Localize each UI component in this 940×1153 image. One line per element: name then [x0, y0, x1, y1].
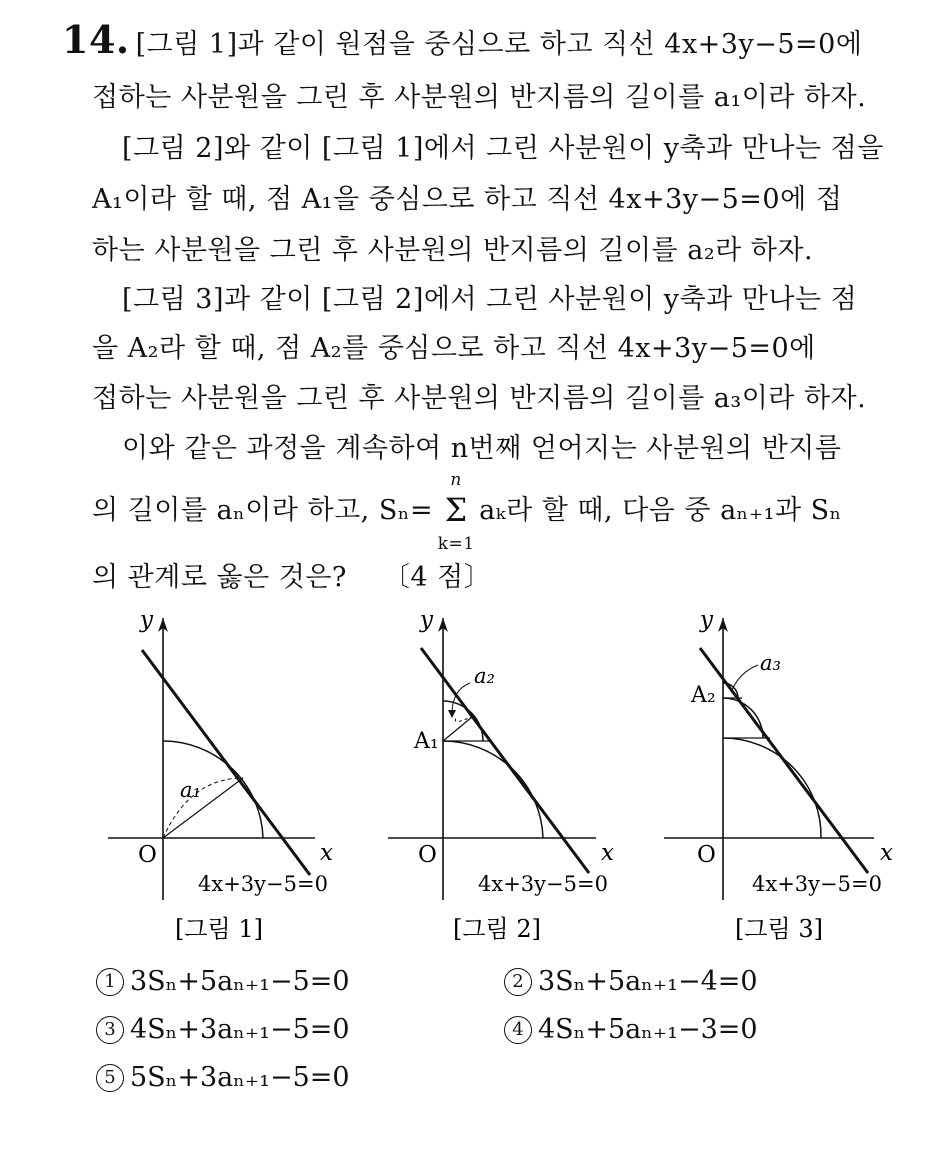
tangent-line — [700, 648, 868, 873]
problem-line-8: 접하는 사분원을 그린 후 사분원의 반지름의 길이를 a₃이라 하자. — [92, 383, 867, 414]
point-label: A₂ — [691, 683, 716, 708]
choice-text: 4Sₙ+3aₙ₊₁−5=0 — [130, 1014, 350, 1045]
quarter-circle-2 — [723, 698, 763, 738]
choice-4[interactable] — [504, 1014, 758, 1045]
figure-caption: [그림 1] — [175, 915, 263, 943]
origin-label: O — [418, 842, 437, 868]
problem-line-2: 접하는 사분원을 그린 후 사분원의 반지름의 길이를 a₁이라 하자. — [92, 82, 867, 113]
radius-label: a₁ — [180, 778, 201, 802]
radius-label: a₂ — [474, 664, 495, 688]
figure-caption: [그림 2] — [453, 915, 541, 943]
choice-marker: 4 — [504, 1016, 532, 1044]
radius-segment — [163, 778, 243, 838]
figure-1 — [108, 607, 333, 943]
point-label: A₁ — [414, 729, 439, 754]
quarter-circle-1 — [163, 741, 263, 838]
choice-5[interactable] — [96, 1062, 350, 1093]
figure-caption: [그림 3] — [735, 915, 823, 943]
choice-2[interactable] — [504, 966, 758, 997]
y-label: y — [700, 607, 713, 633]
problem-line-5: 하는 사분원을 그린 후 사분원의 반지름의 길이를 a₂라 하자. — [92, 235, 814, 266]
choice-marker: 1 — [96, 968, 124, 996]
origin-label: O — [138, 842, 157, 868]
line-equation-label: 4x+3y−5=0 — [478, 872, 608, 896]
choice-text: 3Sₙ+5aₙ₊₁−5=0 — [130, 966, 350, 997]
x-label: x — [880, 840, 893, 866]
choice-3[interactable] — [96, 1014, 350, 1045]
choice-text: 3Sₙ+5aₙ₊₁−4=0 — [538, 966, 758, 997]
problem-line-1: 14. [그림 1]과 같이 원점을 중심으로 하고 직선 4x+3y−5=0에 — [62, 17, 863, 62]
problem-line-10: 의 길이를 aₙ이라 하고, Sₙ= n Σ k=1 aₖ라 할 때, 다음 중 aₙ₊₁과 Sₙ — [92, 470, 842, 554]
radius-label: a₃ — [760, 651, 781, 675]
choice-marker: 5 — [96, 1064, 124, 1092]
summation: n Σ k=1 — [437, 470, 475, 554]
choice-marker: 3 — [96, 1016, 124, 1044]
y-label: y — [420, 607, 433, 633]
problem-line-7: 을 A₂라 할 때, 점 A₂를 중심으로 하고 직선 4x+3y−5=0에 — [92, 333, 816, 364]
y-label: y — [140, 607, 153, 633]
label-pointer — [732, 665, 758, 690]
x-label: x — [601, 840, 614, 866]
radius-segment — [443, 717, 472, 741]
origin-label: O — [697, 842, 716, 868]
problem-line-6: [그림 3]과 같이 [그림 2]에서 그린 사분원이 y축과 만나는 점 — [122, 284, 858, 315]
problem-line-3: [그림 2]와 같이 [그림 1]에서 그린 사분원이 y축과 만나는 점을 — [122, 133, 884, 164]
figure-2 — [388, 607, 614, 943]
points-badge: 〔4 점〕 — [382, 562, 492, 593]
tangent-line — [421, 648, 589, 873]
quarter-circle-2 — [443, 701, 483, 741]
choice-marker: 2 — [504, 968, 532, 996]
quarter-circle-1 — [443, 741, 543, 838]
figure-3 — [664, 607, 893, 943]
line-equation-label: 4x+3y−5=0 — [752, 872, 882, 896]
problem-number: 14. — [62, 17, 130, 62]
choice-text: 5Sₙ+3aₙ₊₁−5=0 — [130, 1062, 350, 1093]
problem-line-9: 이와 같은 과정을 계속하여 n번째 얻어지는 사분원의 반지름 — [122, 433, 842, 464]
problem-line-4: A₁이라 할 때, 점 A₁을 중심으로 하고 직선 4x+3y−5=0에 접 — [92, 184, 843, 215]
choice-1[interactable] — [96, 966, 350, 997]
x-label: x — [320, 840, 333, 866]
choice-text: 4Sₙ+5aₙ₊₁−3=0 — [538, 1014, 758, 1045]
problem-line-11: 의 관계로 옳은 것은? 〔4 점〕 — [92, 562, 492, 593]
line-equation-label: 4x+3y−5=0 — [198, 872, 328, 896]
